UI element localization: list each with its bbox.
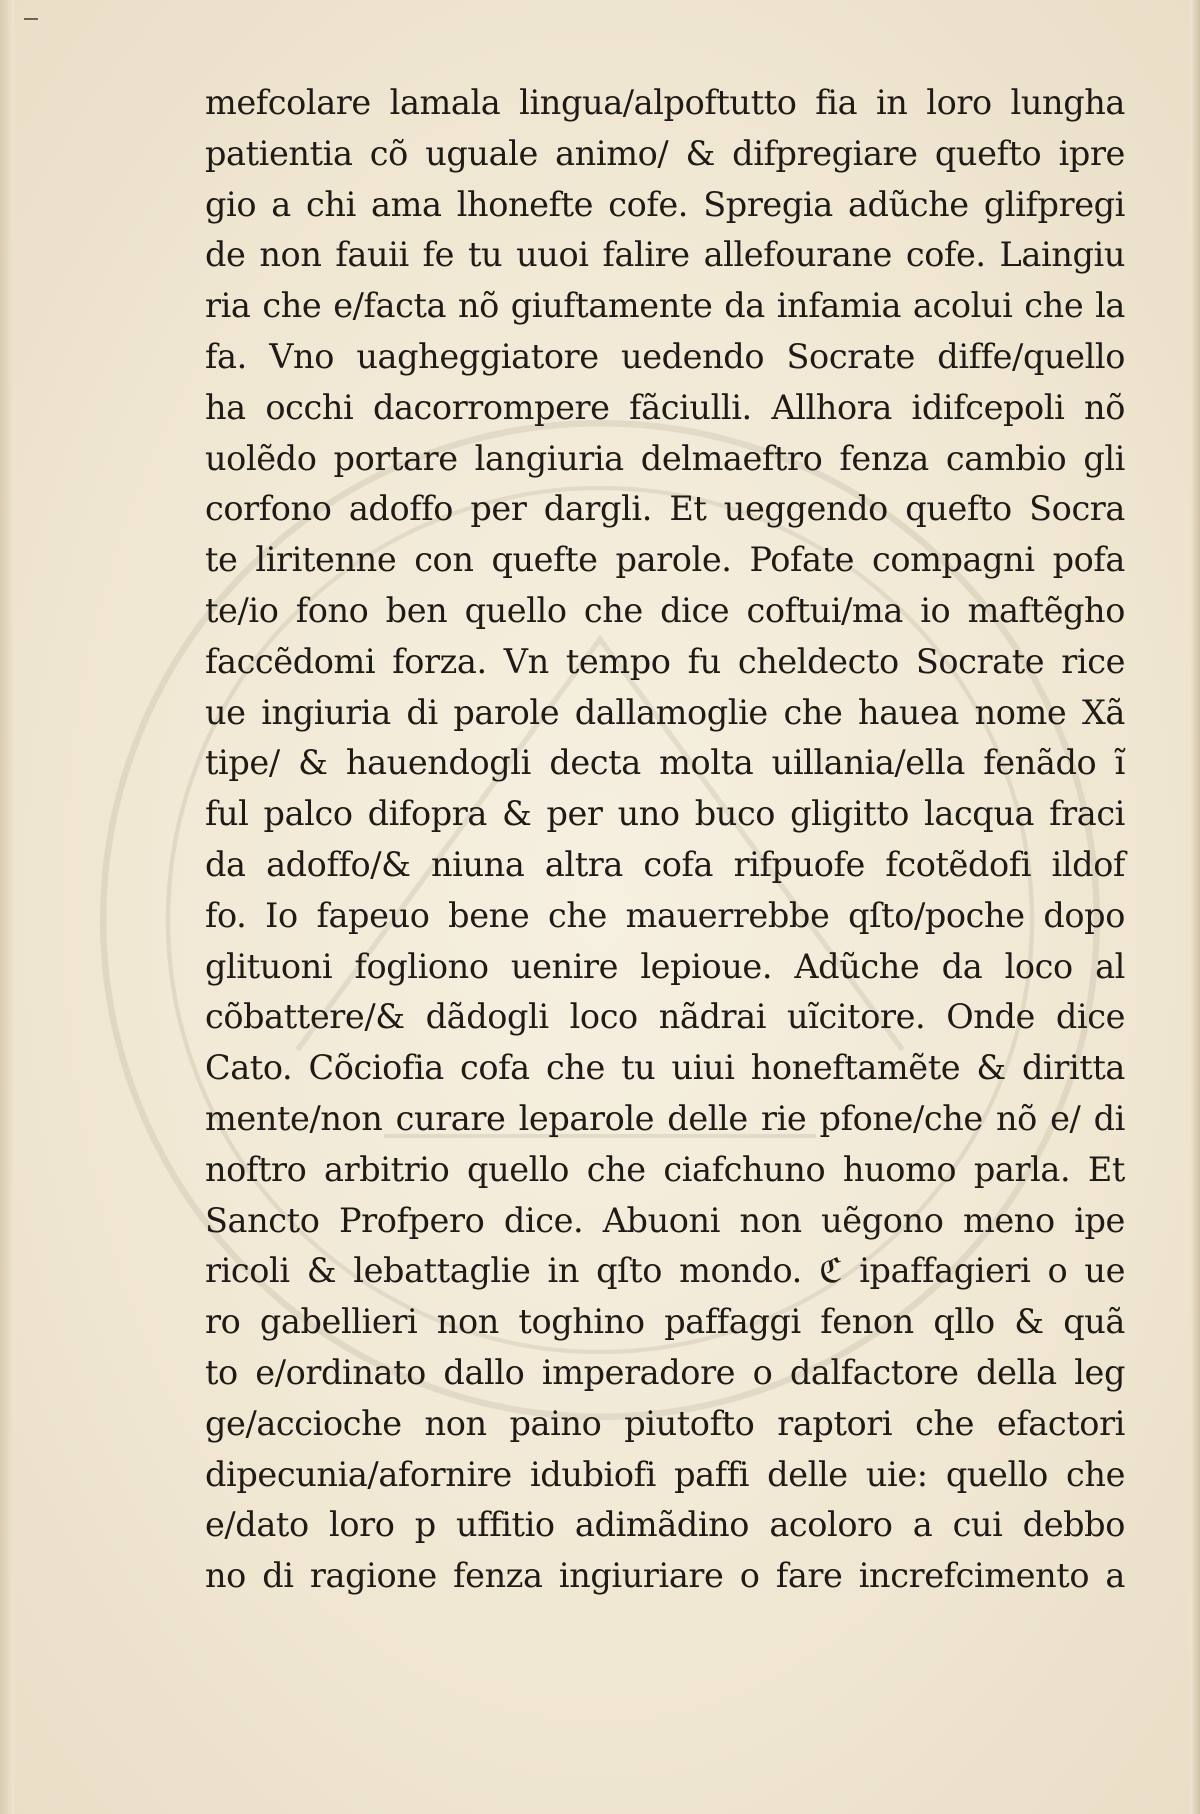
text-line: dipecunia/afornire idubiofi paffi delle uie: quello che (205, 1454, 1125, 1494)
text-line: Cato. Cõciofia cofa che tu uiui honeftamẽte & diritta (205, 1048, 1125, 1088)
text-line: mente/non curare leparole delle rie pfone/che nõ e/ di (205, 1098, 1125, 1138)
text-line: gio a chi ama lhonefte cofe. Spregia adũche glifpregi (205, 184, 1125, 224)
text-line: de non fauii fe tu uuoi falire allefourane cofe. Laingiu (205, 235, 1125, 275)
page-right-edge (1190, 0, 1200, 1814)
text-line: noftro arbitrio quello che ciafchuno huomo parla. Et (205, 1149, 1125, 1189)
text-line: cõbattere/& dãdogli loco nãdrai uĩcitore. Onde dice (205, 997, 1125, 1037)
text-line: te/io fono ben quello che dice coftui/ma io maftẽgho (205, 590, 1125, 630)
text-line: mefcolare lamala lingua/alpoftutto fia in loro lungha (205, 83, 1125, 122)
text-line: fa. Vno uagheggiatore uedendo Socrate diffe/quello (205, 336, 1125, 376)
text-line: te liritenne con quefte parole. Pofate compagni pofa (205, 540, 1125, 580)
text-line: faccẽdomi forza. Vn tempo fu cheldecto Socrate rice (205, 641, 1125, 681)
text-line: ria che e/facta nõ giuftamente da infamia acolui che la (205, 286, 1125, 326)
text-line: patientia cõ uguale animo/ & difpregiare quefto ipre (205, 133, 1125, 173)
text-line: ge/accioche non paino piutofto raptori che efactori (205, 1403, 1125, 1443)
text-line: corfono adoffo per dargli. Et ueggendo quefto Socra (205, 489, 1125, 529)
text-line: no di ragione fenza ingiuriare o fare increfcimento a (205, 1556, 1125, 1596)
text-line: e/dato loro p uffitio adimãdino acoloro a cui debbo (205, 1505, 1125, 1545)
text-line: ue ingiuria di parole dallamoglie che hauea nome Xã (205, 692, 1125, 732)
text-line: uolẽdo portare langiuria delmaeftro fenza cambio gli (205, 438, 1125, 478)
text-line: ricoli & lebattaglie in qſto mondo. ℭ ipaffagieri o ue (205, 1251, 1125, 1291)
text-line: Sancto Profpero dice. Abuoni non uẽgono meno ipe (205, 1200, 1125, 1240)
corner-mark (24, 18, 38, 20)
text-line: da adoffo/& niuna altra cofa rifpuofe fcotẽdofi ildof (205, 844, 1125, 884)
page-left-edge (0, 0, 14, 1814)
text-line: glituoni fogliono uenire lepioue. Adũche da loco al (205, 946, 1125, 986)
printed-text-block (205, 78, 1125, 1602)
text-line: tipe/ & hauendogli decta molta uillania/ella fenãdo ĩ (205, 743, 1125, 783)
text-line: to e/ordinato dallo imperadore o dalfactore della leg (205, 1352, 1125, 1392)
text-line: fo. Io fapeuo bene che mauerrebbe qſto/poche dopo (205, 895, 1125, 935)
text-line: ro gabellieri non toghino paffaggi fenon qllo & quã (205, 1302, 1125, 1342)
text-line: ha occhi dacorrompere fãciulli. Allhora idifcepoli nõ (205, 387, 1125, 427)
text-line: ful palco difopra & per uno buco gligitto lacqua fraci (205, 794, 1125, 834)
